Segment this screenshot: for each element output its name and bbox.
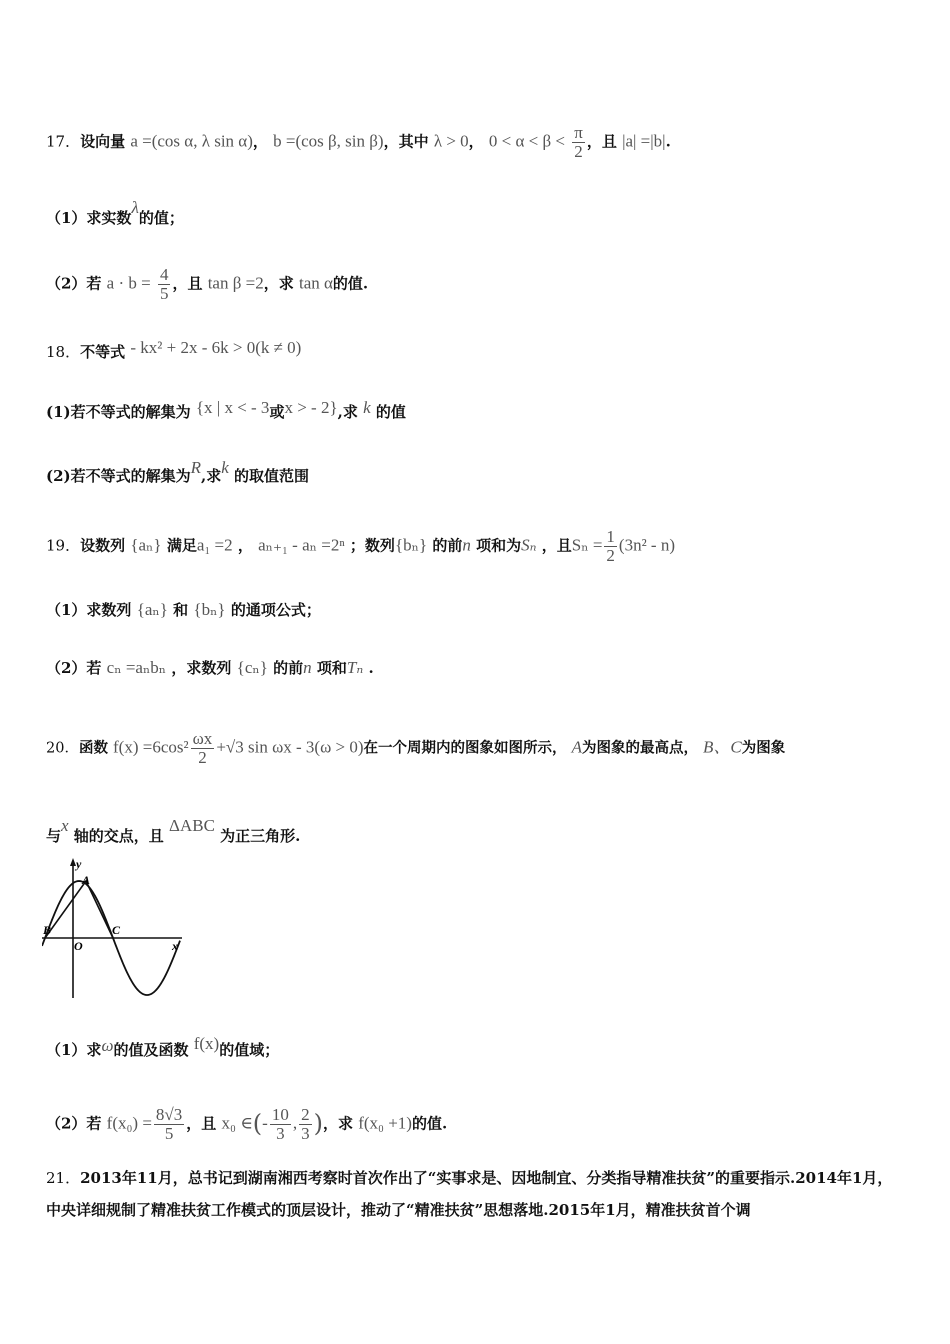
- label-c: C: [112, 923, 121, 937]
- fraction: $\frac{\omega x}{2}$: [192, 729, 213, 767]
- q20-part2: （2）若 f(x₀) = $\frac{8√3}{5}$ ，且 x₀ ∈(- $\frac{10}{3}$ , $\frac{2}{3}$ )，求 f(x₀ +1)的值.: [46, 1105, 448, 1143]
- q17-part2: （2）若 a · b = $\frac{4}{5}$ ，且 tan β =2，求 tan α的值.: [46, 265, 369, 303]
- q20-line2: 与x 轴的交点，且 ΔABC 为正三角形.: [46, 816, 301, 845]
- label-b: B: [43, 923, 52, 937]
- label-x: x: [172, 939, 178, 953]
- fraction: $\frac{8√3}{5}$: [155, 1105, 183, 1143]
- q20-line: 20．函数 f(x) =6cos² $\frac{\omega x}{2}$ +√3 sin ωx - 3(ω > 0)在一个周期内的图象如图所示， A为图象的最高点， B、C为图象: [46, 729, 786, 767]
- fraction: $\frac{10}{3}$: [271, 1105, 289, 1143]
- q21-paragraph: [46, 1162, 906, 1226]
- question-number: 20．: [46, 740, 79, 757]
- q17-line: 17．设向量 a =(cos α, λ sin α)， b =(cos β, sin β)，其中 λ > 0， 0 < α < β < $\frac{\pi}{2}$ ，且 |a| =|b|.: [46, 123, 671, 161]
- label-o: O: [74, 939, 83, 953]
- q18-part2: (2)若不等式的解集为R,求k 的取值范围: [46, 458, 310, 485]
- q19-part1: （1）求数列 {aₙ} 和 {bₙ} 的通项公式；: [46, 600, 321, 619]
- q20-part1: （1）求ω的值及函数 f(x)的值域；: [46, 1034, 280, 1059]
- fraction: $\frac{2}{3}$: [301, 1105, 310, 1143]
- q19-part2: （2）若 cₙ =aₙbₙ ，求数列 {cₙ} 的前n 项和Tₙ .: [46, 658, 374, 677]
- question-number: 19．: [46, 536, 81, 555]
- q21-text: 2013年11月，总书记到湖南湘西考察时首次作出了“实事求是、因地制宜、分类指导精准扶贫”的重要指示.2014年1月，中央详细规制了精准扶贫工作模式的顶层设计，推动了“精准扶贫”思想落地.2015年1月，精准扶贫首个调: [46, 1169, 893, 1219]
- question-number: 17．: [46, 132, 81, 151]
- q17-part1: （1）求实数λ的值；: [46, 198, 184, 227]
- triangle-abc: [45, 881, 113, 938]
- q19-line: 19．设数列 {aₙ} 满足a₁ =2 ， aₙ₊₁ - aₙ =2ⁿ ；数列{bₙ} 的前n 项和为Sₙ ，且Sₙ = $\frac{1}{2}$ (3n² - n): [46, 527, 676, 565]
- vector-a: a =(cos α, λ sin α): [130, 131, 253, 151]
- question-number: 21．: [46, 1169, 81, 1187]
- q18-part1: (1)若不等式的解集为 {x | x < - 3或x > - 2},求 k 的值: [46, 398, 406, 421]
- fraction: $\frac{\pi}{2}$: [574, 123, 583, 161]
- q18-line: 18．不等式 - kx² + 2x - 6k > 0(k ≠ 0): [46, 338, 302, 361]
- sine-graph: [42, 856, 188, 1002]
- label-a: A: [82, 873, 91, 887]
- vector-b: b =(cos β, sin β): [273, 131, 384, 151]
- fraction: $\frac{4}{5}$: [159, 265, 169, 303]
- label-y: y: [76, 857, 82, 871]
- question-number: 18．: [46, 343, 81, 361]
- fraction: $\frac{1}{2}$: [606, 527, 615, 565]
